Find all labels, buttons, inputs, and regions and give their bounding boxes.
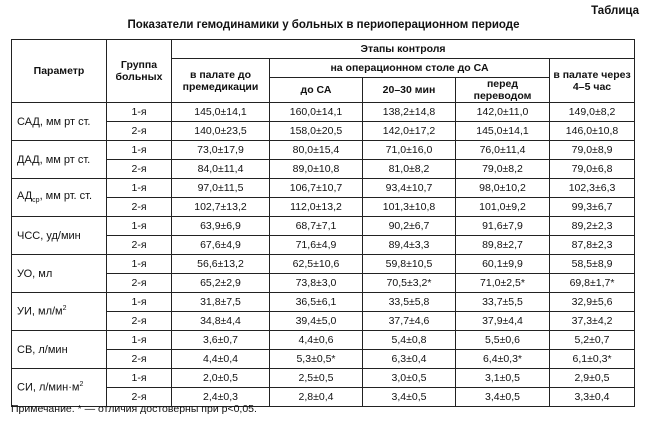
group-cell: 2-я [107, 274, 172, 293]
value-cell: 63,9±6,9 [172, 217, 270, 236]
table-row [12, 369, 635, 388]
param-label: УО, мл [17, 267, 53, 280]
value-cell: 145,0±14,1 [456, 122, 550, 141]
value-cell: 79,0±8,9 [550, 141, 635, 160]
value-cell: 71,0±16,0 [363, 141, 456, 160]
group-cell: 2-я [107, 388, 172, 407]
value-cell: 97,0±11,5 [172, 179, 270, 198]
param-cell [12, 179, 107, 217]
param-label: ЧСС, уд/мин [17, 229, 81, 242]
value-cell: 102,7±13,2 [172, 198, 270, 217]
param-label-rest: , мм рт. ст. [39, 190, 93, 203]
hemodynamics-table [11, 39, 635, 407]
value-cell: 62,5±10,6 [270, 255, 363, 274]
value-cell: 60,1±9,9 [456, 255, 550, 274]
value-cell: 101,3±10,8 [363, 198, 456, 217]
param-label: СИ, л/мин·м [17, 381, 80, 394]
table-row [12, 103, 635, 122]
group-cell: 1-я [107, 103, 172, 122]
value-cell: 98,0±10,2 [456, 179, 550, 198]
value-cell: 112,0±13,2 [270, 198, 363, 217]
value-cell: 32,9±5,6 [550, 293, 635, 312]
table-row [12, 179, 635, 198]
header-stages: Этапы контроля [172, 40, 635, 59]
value-cell: 68,7±7,1 [270, 217, 363, 236]
param-cell [12, 293, 107, 331]
value-cell: 91,6±7,9 [456, 217, 550, 236]
header-param: Параметр [12, 40, 107, 103]
header-group: Группа больных [107, 40, 172, 103]
group-cell: 1-я [107, 179, 172, 198]
value-cell: 5,4±0,8 [363, 331, 456, 350]
value-cell: 37,9±4,4 [456, 312, 550, 331]
table-row [12, 293, 635, 312]
value-cell: 6,4±0,3* [456, 350, 550, 369]
table-note: Примечание. * — отличия достоверны при р<0,05. [11, 403, 257, 415]
param-superscript: 2 [79, 381, 84, 389]
value-cell: 67,6±4,9 [172, 236, 270, 255]
group-cell: 1-я [107, 141, 172, 160]
table-row [12, 255, 635, 274]
value-cell: 93,4±10,7 [363, 179, 456, 198]
value-cell: 59,8±10,5 [363, 255, 456, 274]
param-cell [12, 369, 107, 407]
value-cell: 160,0±14,1 [270, 103, 363, 122]
value-cell: 69,8±1,7* [550, 274, 635, 293]
value-cell: 58,5±8,9 [550, 255, 635, 274]
value-cell: 33,5±5,8 [363, 293, 456, 312]
value-cell: 102,3±6,3 [550, 179, 635, 198]
param-subscript: ср [32, 197, 40, 205]
value-cell: 73,0±17,9 [172, 141, 270, 160]
param-cell [12, 103, 107, 141]
value-cell: 65,2±2,9 [172, 274, 270, 293]
value-cell: 2,9±0,5 [550, 369, 635, 388]
group-cell: 1-я [107, 293, 172, 312]
table-caption: Показатели гемодинамики у больных в периоперационном периоде [127, 19, 520, 31]
group-cell: 2-я [107, 160, 172, 179]
value-cell: 142,0±17,2 [363, 122, 456, 141]
value-cell: 87,8±2,3 [550, 236, 635, 255]
param-label: ДАД, мм рт ст. [17, 153, 91, 166]
param-superscript: 2 [62, 305, 67, 313]
value-cell: 73,8±3,0 [270, 274, 363, 293]
value-cell: 2,0±0,5 [172, 369, 270, 388]
param-cell [12, 255, 107, 293]
value-cell: 5,3±0,5* [270, 350, 363, 369]
value-cell: 84,0±11,4 [172, 160, 270, 179]
param-label: УИ, мл/м [17, 305, 63, 318]
param-label: САД, мм рт ст. [17, 115, 91, 128]
value-cell: 142,0±11,0 [456, 103, 550, 122]
header-op-20-30: 20–30 мин [363, 78, 456, 103]
value-cell: 145,0±14,1 [172, 103, 270, 122]
value-cell: 3,0±0,5 [363, 369, 456, 388]
value-cell: 158,0±20,5 [270, 122, 363, 141]
table-row [12, 141, 635, 160]
value-cell: 140,0±23,5 [172, 122, 270, 141]
value-cell: 37,3±4,2 [550, 312, 635, 331]
value-cell: 2,4±0,3 [172, 388, 270, 407]
param-cell [12, 141, 107, 179]
header-op-transfer: перед переводом [456, 78, 550, 103]
value-cell: 37,7±4,6 [363, 312, 456, 331]
value-cell: 146,0±10,8 [550, 122, 635, 141]
header-ward-after: в палате через 4–5 час [550, 59, 635, 103]
value-cell: 4,4±0,4 [172, 350, 270, 369]
value-cell: 101,0±9,2 [456, 198, 550, 217]
table-row [12, 217, 635, 236]
value-cell: 34,8±4,4 [172, 312, 270, 331]
value-cell: 79,0±6,8 [550, 160, 635, 179]
group-cell: 2-я [107, 312, 172, 331]
value-cell: 80,0±15,4 [270, 141, 363, 160]
value-cell: 6,3±0,4 [363, 350, 456, 369]
value-cell: 89,2±2,3 [550, 217, 635, 236]
value-cell: 138,2±14,8 [363, 103, 456, 122]
value-cell: 3,4±0,5 [456, 388, 550, 407]
group-cell: 1-я [107, 369, 172, 388]
value-cell: 99,3±6,7 [550, 198, 635, 217]
table-label: Таблица [591, 5, 639, 17]
value-cell: 70,5±3,2* [363, 274, 456, 293]
value-cell: 79,0±8,2 [456, 160, 550, 179]
value-cell: 76,0±11,4 [456, 141, 550, 160]
table-row [12, 331, 635, 350]
value-cell: 3,4±0,5 [363, 388, 456, 407]
header-ward-before: в палате до премедикации [172, 59, 270, 103]
value-cell: 4,4±0,6 [270, 331, 363, 350]
value-cell: 89,4±3,3 [363, 236, 456, 255]
value-cell: 81,0±8,2 [363, 160, 456, 179]
group-cell: 2-я [107, 122, 172, 141]
param-cell [12, 331, 107, 369]
value-cell: 3,6±0,7 [172, 331, 270, 350]
group-cell: 1-я [107, 255, 172, 274]
value-cell: 5,5±0,6 [456, 331, 550, 350]
param-label: СВ, л/мин [17, 343, 68, 356]
value-cell: 2,5±0,5 [270, 369, 363, 388]
header-op-table: на операционном столе до СА [270, 59, 550, 78]
value-cell: 31,8±7,5 [172, 293, 270, 312]
group-cell: 1-я [107, 331, 172, 350]
value-cell: 56,6±13,2 [172, 255, 270, 274]
table-body [12, 103, 635, 407]
value-cell: 71,0±2,5* [456, 274, 550, 293]
value-cell: 36,5±6,1 [270, 293, 363, 312]
value-cell: 106,7±10,7 [270, 179, 363, 198]
group-cell: 2-я [107, 198, 172, 217]
value-cell: 149,0±8,2 [550, 103, 635, 122]
value-cell: 33,7±5,5 [456, 293, 550, 312]
value-cell: 90,2±6,7 [363, 217, 456, 236]
value-cell: 89,0±10,8 [270, 160, 363, 179]
param-cell [12, 217, 107, 255]
group-cell: 1-я [107, 217, 172, 236]
value-cell: 3,1±0,5 [456, 369, 550, 388]
group-cell: 2-я [107, 350, 172, 369]
value-cell: 5,2±0,7 [550, 331, 635, 350]
value-cell: 6,1±0,3* [550, 350, 635, 369]
value-cell: 2,8±0,4 [270, 388, 363, 407]
group-cell: 2-я [107, 236, 172, 255]
param-label: АД [17, 190, 33, 203]
value-cell: 39,4±5,0 [270, 312, 363, 331]
header-op-do: до СА [270, 78, 363, 103]
value-cell: 3,3±0,4 [550, 388, 635, 407]
value-cell: 71,6±4,9 [270, 236, 363, 255]
value-cell: 89,8±2,7 [456, 236, 550, 255]
